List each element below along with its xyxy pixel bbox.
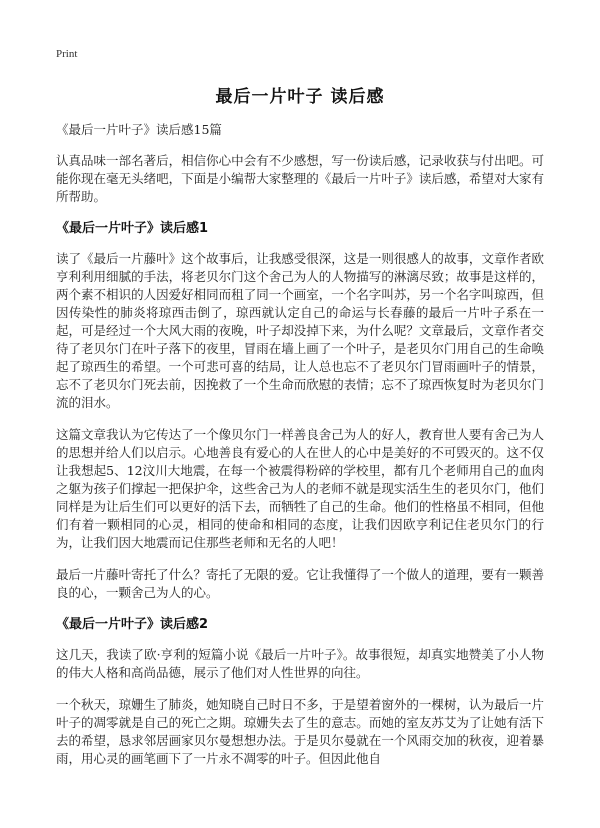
print-link[interactable]: Print	[56, 48, 78, 60]
section-heading: 《最后一片叶子》读后感1	[56, 221, 209, 236]
page-title: 最后一片叶子 读后感	[215, 87, 385, 107]
section-heading: 《最后一片叶子》读后感2	[56, 617, 209, 632]
intro-paragraph: 认真品味一部名著后，相信你心中会有不少感想，写一份读后感，记录收获与付出吧。可能你现在毫无头绪吧，下面是小编帮大家整理的《最后一片叶子》读后感，希望对大家有所帮助。	[56, 153, 544, 204]
article-body	[56, 152, 544, 782]
page-subtitle: 《最后一片叶子》读后感15篇	[56, 122, 222, 137]
section-paragraph: 这篇文章我认为它传达了一个像贝尔门一样善良舍己为人的好人，教育世人要有舍己为人的思想并给人们以启示。心地善良有爱心的人在世人的心中是美好的不可毁灭的。这不仅让我想起5、12汶川大地震，在每一个被震得粉碎的学校里，都有几个老师用自己的血肉之躯为孩子们撑起一把保护伞，这些舍己为人的老师不就是现实活生生的老贝尔门，他们同样是为让后生们可以更好的活下去，而牺牲了自己的生命。他们的性格虽不相同，但他们有着一颗相同的心灵，相同的使命和相同的态度，让我们因欧亨利记住老贝尔门的行为，让我们因大地震而记住那些老师和无名的人吧！	[56, 427, 544, 550]
section-paragraph: 一个秋天，琼姗生了肺炎，她知晓自己时日不多，于是望着窗外的一棵树，认为最后一片叶子的凋零就是自己的死亡之期。琼姗失去了生的意志。而她的室友苏艾为了让她有活下去的希望，恳求邻居画家贝尔曼想想办法。于是贝尔曼就在一个风雨交加的秋夜，迎着暴雨，用心灵的画笔画下了一片永不凋零的叶子。但因此他自	[56, 697, 544, 766]
section-paragraph: 最后一片藤叶寄托了什么？寄托了无限的爱。它让我懂得了一个做人的道理，要有一颗善良的心，一颗舍己为人的心。	[56, 567, 544, 600]
section-paragraph: 读了《最后一片藤叶》这个故事后，让我感受很深，这是一则很感人的故事，文章作者欧亨利利用细腻的手法，将老贝尔门这个舍己为人的人物描写的淋漓尽致；故事是这样的，两个素不相识的人因爱好相同而租了同一个画室，一个名字叫苏，另一个名字叫琼西，但因传染性的肺炎将琼西击倒了，琼西就认定自己的命运与长春藤的最后一片叶子系在一起，可是经过一个大风大雨的夜晚，叶子却没掉下来，为什么呢？文章最后，文章作者交待了老贝尔门在叶子落下的夜里，冒雨在墙上画了一个叶子，是老贝尔门用自己的生命唤起了琼西生的希望。一个可悲可喜的结局，让人总也忘不了老贝尔门冒雨画叶子的情景，忘不了老贝尔门死去前，因挽救了一个生命而欣慰的表情；忘不了琼西恢复时为老贝尔门流的泪水。	[56, 251, 544, 410]
section-paragraph: 这几天，我读了欧·亨利的短篇小说《最后一片叶子》。故事很短，却真实地赞美了小人物的伟大人格和高尚品德，展示了他们对人性世界的向往。	[56, 647, 544, 680]
